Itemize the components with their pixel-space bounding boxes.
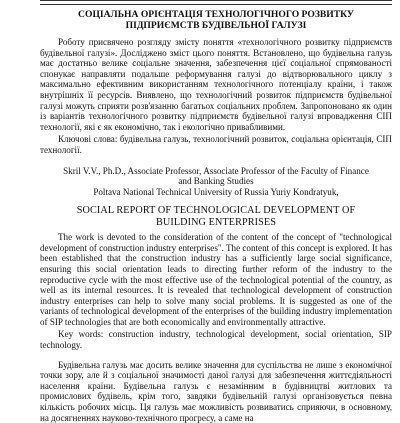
- keywords-ukrainian: Ключові слова: будівельна галузь, технологічний розвиток, соціальна орієнтація, СІП технології.: [40, 134, 392, 155]
- title-ukrainian-line-1: СОЦІАЛЬНА ОРІЄНТАЦІЯ ТЕХНОЛОГІЧНОГО РОЗВИТКУ: [78, 9, 354, 20]
- author-line-2: and Banking Studies: [178, 176, 254, 187]
- title-ukrainian-line-2: ПІДПРИЄМСТВ БУДІВЕЛЬНОЇ ГАЛУЗІ: [125, 20, 307, 31]
- title-ukrainian: [40, 9, 392, 31]
- author-line-3: Poltava National Technical University of Russia Yuriy Kondratyuk,: [93, 186, 339, 197]
- title-english: [40, 205, 392, 228]
- author-line-1: Skril V.V., Ph.D., Associate Professor, Associate Professor of the Faculty of Finance: [63, 165, 369, 176]
- abstract-english: The work is devoted to the consideration of the content of the concept of "technological development of construction industry enterprises". The content of this concept is explored. It has been established that the construction industry has a sufficiently large social significance, ensuring this social orientation leads to directing further reform of the industry to the reproductive cycle with the most effective use of the technological potential of the country, as well as its internal resources. It is revealed that technological development of construction industry enterprises can help to solve many social problems. It is suggested as one of the variants of technological development of the enterprises of the building industry implementation of SIP technologies that are both economically and environmentally attractive.: [40, 232, 392, 327]
- author-block: [40, 166, 392, 198]
- section-gap: [40, 351, 392, 360]
- keywords-english: Key words: construction industry, technological development, social orientation, SIP technology.: [40, 329, 392, 351]
- body-ukrainian: Будівельна галузь має досить велике значення для суспільства не лише з економічної точки зору, але й з соціальної значимості даної галузі для забезпечення життєдіяльності населення країни. Будівельна галузь є незамінним в будівництві житлових та промислових будівель, крім того, завдяки будівельній галузі організовується певна кількість робочих місць. Ця галузь має можливість розвиватись сприяючи, в основному, на досягненнях науково-технічного прогресу, а саме на: [40, 359, 392, 423]
- title-english-line-1: SOCIAL REPORT OF TECHNOLOGICAL DEVELOPMENT OF: [76, 205, 356, 217]
- header-rule: [40, 0, 392, 5]
- abstract-ukrainian: Роботу присвячено розгляду змісту поняття «технологічного розвитку підприємств будівельної галузі». Досліджено зміст цього поняття. Встановлено, що будівельна галузь має достатньо велике соціальне значення, забезпечення цієї соціальної спрямованості спонукає направляти подальше реформування галузі до відтворювального циклу з максимально ефективним використанням технологічного потенціалу країни, і також внутрішніх її ресурсів. Виявлено, що технологічний розвиток підприємств будівельної галузі можуть сприяти розв'язанню багатьох соціальних проблем. Запропоновано як один із варіантів технологічного розвитку підприємств будівельної галузі впровадження СІП технології, які є як економічно, так і екологічно привабливими.: [40, 37, 392, 132]
- title-english-line-2: BUILDING ENTERPRISES: [155, 216, 276, 228]
- article-content: [40, 9, 392, 423]
